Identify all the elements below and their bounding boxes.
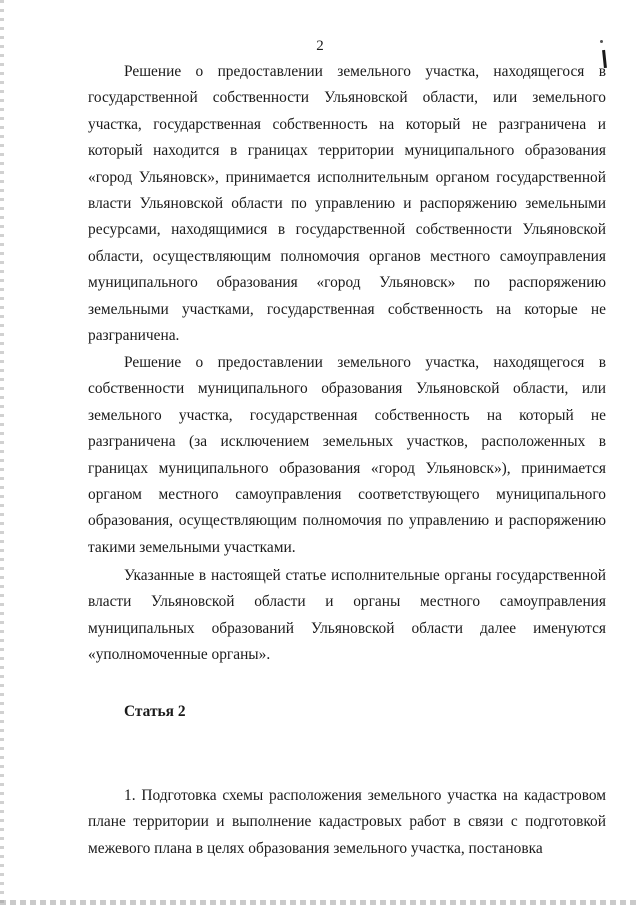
page-number: 2 bbox=[316, 38, 324, 54]
paragraph-article-2-item-1: 1. Подготовка схемы расположения земельного участка на кадастровом плане территории и выполнение кадастровых работ в связи с подготовкой межевого плана в целях образования земельного участка, постановка bbox=[88, 787, 606, 857]
paragraph-authorized-bodies: Указанные в настоящей статье исполнительные органы государственной власти Ульяновской области и органы местного самоуправления муниципальных образований Ульяновской области далее именуются «уполномоченные органы». bbox=[88, 567, 606, 664]
scan-edge-bottom bbox=[0, 900, 640, 905]
paragraph-decision-state-land: Решение о предоставлении земельного участка, находящегося в государственной собственности Ульяновской области, или земельного участка, государственная собственность на который не разграничена и который находится в границах территории муниципального образования «город Ульяновск», принимается исполнительным органом государственной власти Ульяновской области по управлению и распоряжению земельными ресурсами, находящимися в государственной собственности Ульяновской области, осуществляющим полномочия органов местного самоуправления муниципального образования «город Ульяновск» по распоряжению земельными участками, государственная собственность на которые не разграничена. bbox=[88, 63, 606, 345]
paragraph-decision-municipal-land: Решение о предоставлении земельного участка, находящегося в собственности муниципального образования Ульяновской области, или земельного участка, государственная собственность на который не разграничена (за исключением земельных участков, расположенных в границах муниципального образования «город Ульяновск»), принимается органом местного самоуправления соответствующего муниципального образования, осуществляющим полномочия по управлению и распоряжению такими земельными участками. bbox=[88, 354, 606, 556]
scan-edge-left bbox=[0, 0, 4, 905]
article-heading: Статья 2 bbox=[124, 703, 186, 720]
scan-speck bbox=[600, 40, 603, 43]
